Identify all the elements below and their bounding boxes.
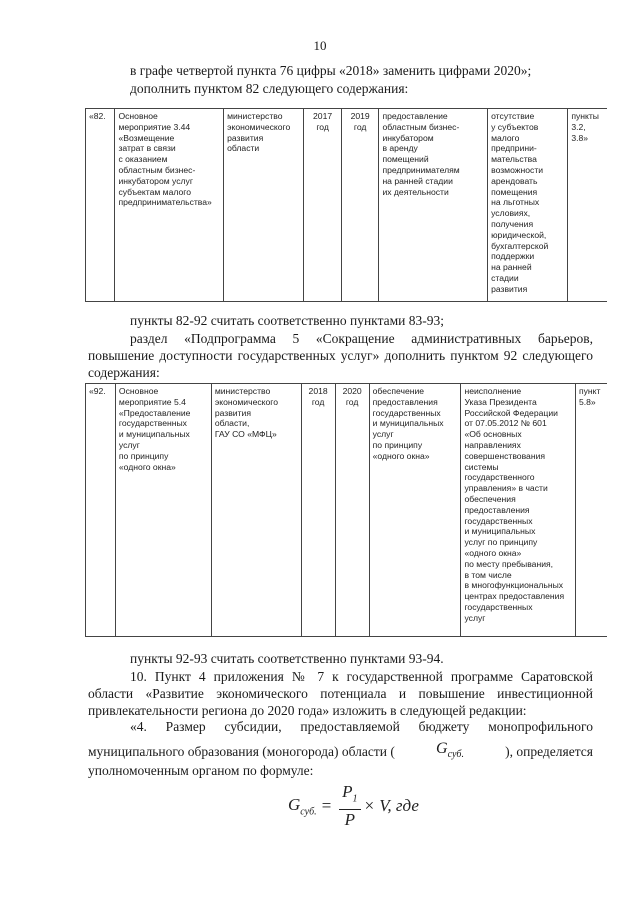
- row-number: «82.: [86, 109, 115, 302]
- intro-line-2: дополнить пунктом 82 следующего содержания:: [130, 81, 409, 96]
- consequence-cell: неисполнение Указа Президента Российской Федерации от 07.05.2012 № 601 «Об основных направлениях совершенствования системы государственного управления» в части обеспечения предоставления государственных и муниципальных услуг по принципу «одного окна» по месту пребывания, в том числе в многофункциональных центрах предоставления государственных услуг: [461, 384, 576, 637]
- intro-line-1: в графе четвертой пункта 76 цифры «2018» заменить цифрами 2020»;: [130, 63, 532, 78]
- paragraph-4-text-before: муниципального образования (моногорода) области (: [88, 744, 395, 760]
- paragraph-4-line-3: уполномоченным органом по формуле:: [88, 763, 314, 778]
- end-year-cell: 2020 год: [335, 384, 369, 637]
- start-year-cell: 2018 год: [301, 384, 335, 637]
- row-number: «92.: [86, 384, 116, 637]
- bottom-line-1: пункты 92-93 считать соответственно пунктами 93-94.: [130, 651, 444, 666]
- executor-cell: министерство экономического развития области: [224, 109, 304, 302]
- end-year-cell: 2019 год: [341, 109, 379, 302]
- consequence-cell: отсутствие у субъектов малого предприни- мательства возможности арендовать помещения на льготных условиях, получения юридической, бухгалтерской поддержки на ранней стадии развития: [488, 109, 568, 302]
- table-1: [85, 108, 607, 302]
- start-year-cell: 2017 год: [304, 109, 342, 302]
- result-cell: предоставление областным бизнес- инкубатором в аренду помещений предпринимателям на ранней стадии их деятельности: [379, 109, 488, 302]
- equals-sign: =: [320, 796, 333, 816]
- table-row: [86, 384, 608, 637]
- page-number: 10: [313, 38, 327, 53]
- formula: [288, 782, 419, 830]
- result-cell: обеспечение предоставления государственных и муниципальных услуг по принципу «одного окна»: [369, 384, 461, 637]
- mid-line-2: раздел «Подпрограмма 5 «Сокращение административных барьеров, повышение доступности государственных услуг» дополнить пунктом 92 следующего содержания:: [88, 331, 593, 380]
- link-cell: пункт 5.8»: [575, 384, 607, 637]
- formula-tail: × V, где: [363, 796, 419, 816]
- measure-cell: Основное мероприятие 5.4 «Предоставление государственных и муниципальных услуг по принципу «одного окна»: [115, 384, 211, 637]
- executor-cell: министерство экономического развития области, ГАУ СО «МФЦ»: [211, 384, 301, 637]
- paragraph-4-text-after: ), определяется: [505, 744, 593, 760]
- fraction: [339, 782, 360, 830]
- formula-lhs: $G_{суб.}$: [288, 795, 317, 818]
- fraction-numerator: $P_1$: [339, 782, 360, 810]
- table-2: [85, 383, 607, 637]
- paragraph-4-line-1: «4. Размер субсидии, предоставляемой бюджету монопрофильного: [130, 719, 593, 734]
- paragraph-4-line-2: [88, 740, 593, 763]
- table-row: [86, 109, 608, 302]
- measure-cell: Основное мероприятие 3.44 «Возмещение затрат в связи с оказанием областным бизнес- инкубатором услуг субъектам малого предпринимательства»: [115, 109, 224, 302]
- paragraph-10: 10. Пункт 4 приложения № 7 к государственной программе Саратовской области «Развитие экономического потенциала и повышение инвестиционной привлекательности региона до 2020 года» изложить в следующей редакции:: [88, 669, 593, 718]
- link-cell: пункты 3.2, 3.8»: [568, 109, 607, 302]
- mid-line-1: пункты 82-92 считать соответственно пунктами 83-93;: [130, 313, 445, 328]
- g-symbol-inline: $G_{суб.}$: [436, 740, 464, 761]
- fraction-denominator: P: [344, 810, 355, 830]
